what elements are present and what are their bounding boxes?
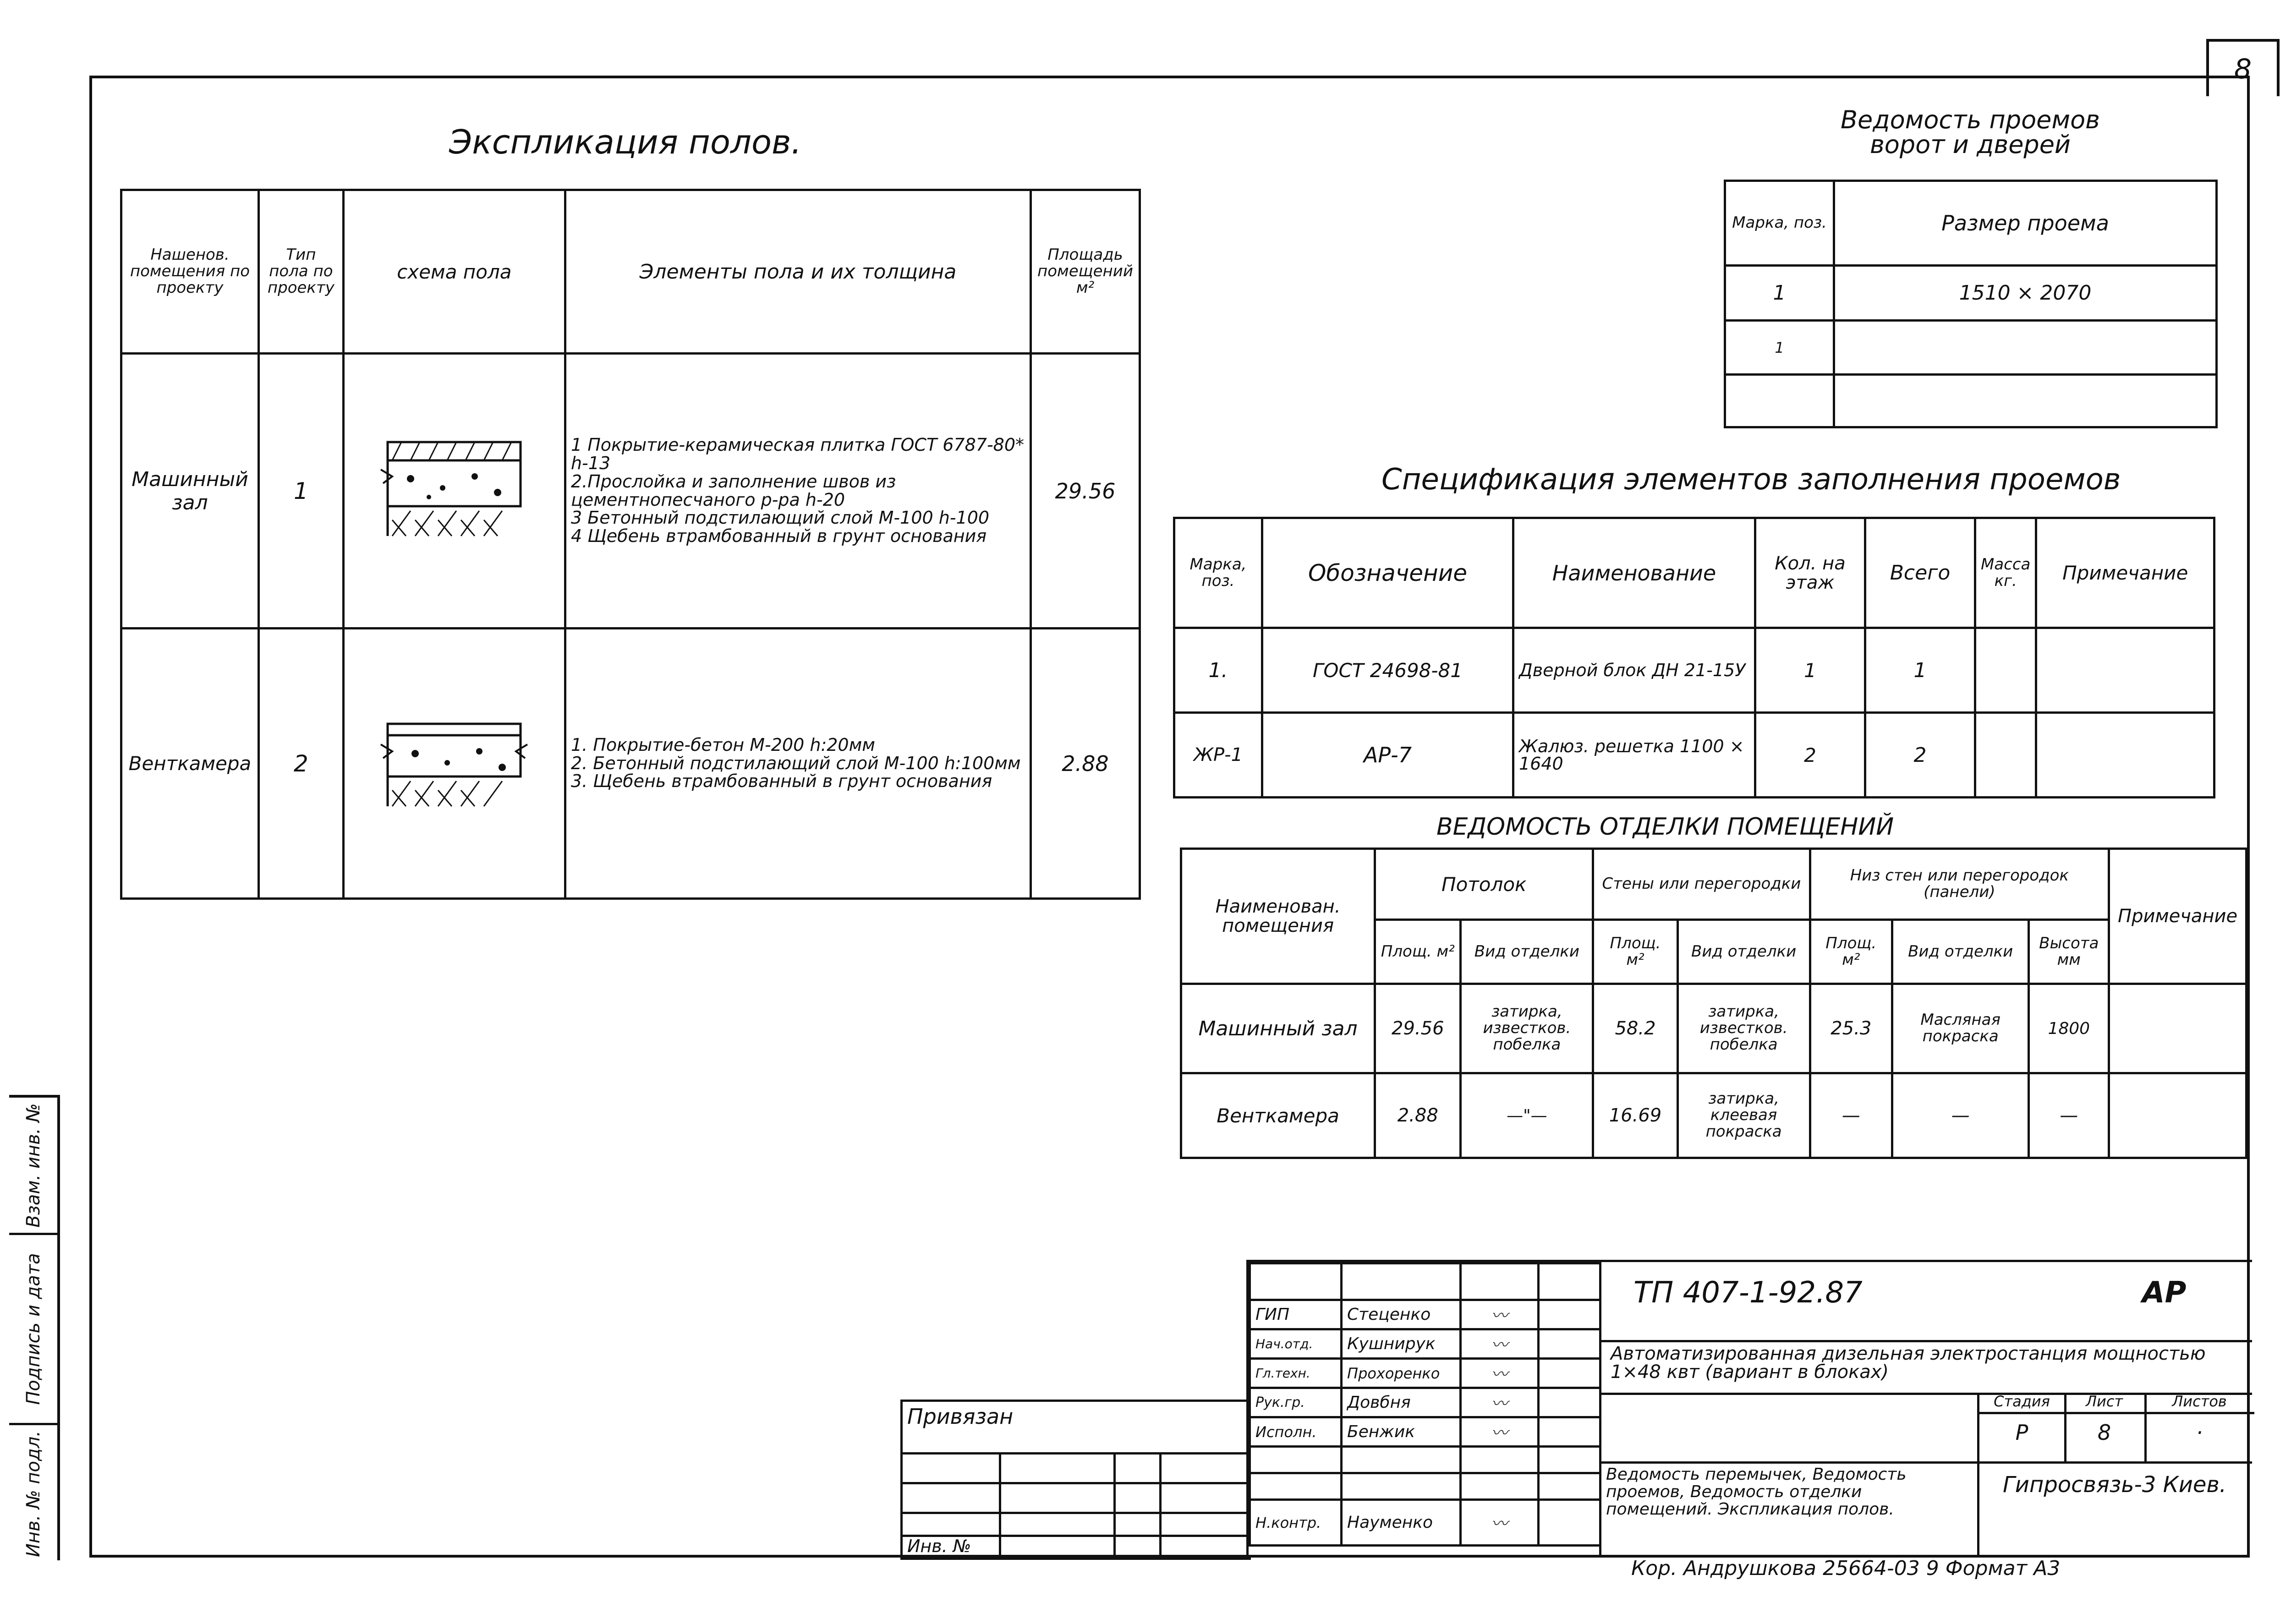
sheets-value: · — [2196, 1420, 2203, 1445]
sidebar-cell — [9, 1098, 57, 1235]
table-row — [1174, 713, 2214, 798]
spec-total: 2 — [1865, 713, 1975, 798]
walls-area: 16.69 — [1593, 1073, 1677, 1158]
lower-height: — — [2029, 1073, 2109, 1158]
table-row — [1250, 1500, 1600, 1546]
table-row — [1250, 1329, 1600, 1359]
lower-kind: — — [1892, 1073, 2029, 1158]
walls-kind: затирка, клеевая покраска — [1677, 1073, 1810, 1158]
table-row — [1725, 375, 2217, 427]
stamp-bound — [900, 1400, 1251, 1560]
stamp-role: ГИП — [1250, 1300, 1342, 1329]
header-total: Всего — [1865, 518, 1975, 628]
header-walls: Стены или перегородки — [1593, 849, 1810, 920]
floor-type: 2 — [258, 629, 343, 899]
spec-qty-floor: 1 — [1755, 628, 1865, 713]
room-name: Венткамера — [121, 629, 259, 899]
header-walls-kind: Вид отделки — [1677, 920, 1810, 984]
header-qty-floor: Кол. на этаж — [1755, 518, 1865, 628]
stamp-role: Н.контр. — [1250, 1500, 1342, 1546]
header-scheme: схема пола — [343, 190, 565, 354]
room-name: Венткамера — [1181, 1073, 1375, 1158]
stamp-main — [1599, 1260, 2252, 1558]
sidebar — [9, 1095, 60, 1560]
opening-size — [1834, 375, 2217, 427]
sheet-number: 8 — [2234, 53, 2252, 85]
table-row — [1181, 984, 2247, 1073]
header-note: Примечание — [2036, 518, 2214, 628]
floor-section-icon — [378, 437, 530, 543]
room-note — [2109, 984, 2247, 1073]
spec-mass — [1975, 628, 2036, 713]
stamp-person: Науменко — [1342, 1500, 1461, 1546]
ceiling-area: 2.88 — [1375, 1073, 1461, 1158]
header-mark: Марка, поз. — [1174, 518, 1262, 628]
header-designation: Обозначение — [1262, 518, 1513, 628]
floor-area: 2.88 — [1031, 629, 1140, 899]
stage-box — [1977, 1393, 2254, 1461]
room-name: Машинный зал — [121, 354, 259, 629]
room-note — [2109, 1073, 2247, 1158]
signature: 〰 — [1461, 1300, 1539, 1329]
stage-label: Стадия — [1994, 1393, 2050, 1410]
table-row — [1725, 266, 2217, 321]
header-ceiling: Потолок — [1375, 849, 1593, 920]
stamp-role: Нач.отд. — [1250, 1329, 1342, 1359]
spec-mark: 1. — [1174, 628, 1262, 713]
inv-label: Инв. № — [907, 1536, 971, 1556]
stage-value: Р — [2015, 1420, 2028, 1445]
format-footer: Кор. Андрушкова 25664-03 9 Формат А3 — [1631, 1557, 2061, 1580]
table-row — [1250, 1473, 1600, 1500]
header-ceiling-area: Площ. м² — [1375, 920, 1461, 984]
signature: 〰 — [1461, 1388, 1539, 1417]
opening-size: 1510 × 2070 — [1834, 266, 2217, 321]
floor-type: 1 — [258, 354, 343, 629]
opening-mark — [1725, 375, 1834, 427]
walls-kind: затирка, известков. побелка — [1677, 984, 1810, 1073]
table-row — [1250, 1300, 1600, 1329]
spec-note — [2036, 628, 2214, 713]
signature: 〰 — [1461, 1359, 1539, 1388]
table-row — [1250, 1417, 1600, 1447]
table-row — [1250, 1388, 1600, 1417]
sheet-value: 8 — [2097, 1420, 2111, 1445]
header-note: Примечание — [2109, 849, 2247, 984]
floor-elements: 1. Покрытие-бетон М-200 h:20мм 2. Бетонный подстилающий слой М-100 h:100мм 3. Щебень втрамбованный в грунт основания — [565, 629, 1030, 899]
floor-area: 29.56 — [1031, 354, 1140, 629]
stamp-person: Бенжик — [1342, 1417, 1461, 1447]
table-row — [1725, 321, 2217, 375]
ceiling-kind: затирка, известков. побелка — [1461, 984, 1593, 1073]
spec-note — [2036, 713, 2214, 798]
spec-name: Жалюз. решетка 1100 × 1640 — [1513, 713, 1755, 798]
signature: 〰 — [1461, 1417, 1539, 1447]
header-lower-area: Площ. м² — [1810, 920, 1892, 984]
stamp-role: Гл.техн. — [1250, 1359, 1342, 1388]
spec-mass — [1975, 713, 2036, 798]
stamp-role: Исполн. — [1250, 1417, 1342, 1447]
table-row — [121, 629, 1140, 899]
sheet-title: Ведомость перемычек, Ведомость проемов, Ведомость отделки помещений. Экспликация полов. — [1606, 1465, 1907, 1519]
opening-mark: 1 — [1725, 321, 1834, 375]
ceiling-area: 29.56 — [1375, 984, 1461, 1073]
finishing-title: ВЕДОМОСТЬ ОТДЕЛКИ ПОМЕЩЕНИЙ — [1436, 813, 1894, 841]
floor-scheme — [343, 354, 565, 629]
header-mass: Масса кг. — [1975, 518, 2036, 628]
spec-title: Спецификация элементов заполнения проемов — [1381, 463, 2121, 497]
stamp-role — [1250, 1447, 1342, 1473]
sidebar-cell — [9, 1425, 57, 1563]
opening-size — [1834, 321, 2217, 375]
header-size: Размер проема — [1834, 181, 2217, 266]
header-room: Нашенов. помещения по проекту — [121, 190, 259, 354]
doc-mark: АР — [2142, 1276, 2187, 1310]
bound-label: Привязан — [907, 1404, 1014, 1429]
table-row — [1250, 1359, 1600, 1388]
floor-scheme — [343, 629, 565, 899]
opening-mark: 1 — [1725, 266, 1834, 321]
header-type: Тип пола по проекту — [258, 190, 343, 354]
finishing-table — [1180, 848, 2247, 1159]
header-lower-kind: Вид отделки — [1892, 920, 2029, 984]
header-area: Площадь помещений м² — [1031, 190, 1140, 354]
stamp-person — [1342, 1447, 1461, 1473]
stamp-person: Стеценко — [1342, 1300, 1461, 1329]
org-name: Гипросвязь-3 Киев. — [2003, 1472, 2226, 1498]
stamp-person: Кушнирук — [1342, 1329, 1461, 1359]
stamp-role: Рук.гр. — [1250, 1388, 1342, 1417]
spec-total: 1 — [1865, 628, 1975, 713]
spec-mark: ЖР-1 — [1174, 713, 1262, 798]
spec-qty-floor: 2 — [1755, 713, 1865, 798]
table-row — [1250, 1447, 1600, 1473]
stamp-people — [1246, 1260, 1601, 1558]
room-name: Машинный зал — [1181, 984, 1375, 1073]
table-row — [1174, 628, 2214, 713]
header-elements: Элементы пола и их толщина — [565, 190, 1030, 354]
doc-code: ТП 407-1-92.87 — [1633, 1276, 1863, 1310]
stamp-signatures-table — [1249, 1262, 1601, 1547]
signature: 〰 — [1461, 1329, 1539, 1359]
sidebar-label: Инв. № подл. — [22, 1431, 44, 1557]
ceiling-kind: —"— — [1461, 1073, 1593, 1158]
header-room: Наименован. помещения — [1181, 849, 1375, 984]
sidebar-cell — [9, 1235, 57, 1425]
lower-area: — — [1810, 1073, 1892, 1158]
lower-height: 1800 — [2029, 984, 2109, 1073]
explication-title: Экспликация полов. — [449, 123, 802, 161]
stamp-person: Прохоренко — [1342, 1359, 1461, 1388]
openings-table — [1724, 180, 2218, 428]
header-walls-area: Площ. м² — [1593, 920, 1677, 984]
header-ceiling-kind: Вид отделки — [1461, 920, 1593, 984]
signature: 〰 — [1461, 1500, 1539, 1546]
stamp-person — [1342, 1473, 1461, 1500]
header-mark: Марка, поз. — [1725, 181, 1834, 266]
table-row — [1181, 1073, 2247, 1158]
openings-title: Ведомость проемов ворот и дверей — [1841, 105, 2100, 159]
spec-designation: АР-7 — [1262, 713, 1513, 798]
spec-designation: ГОСТ 24698-81 — [1262, 628, 1513, 713]
stamp-role — [1250, 1473, 1342, 1500]
sidebar-label: Взам. инв. № — [22, 1103, 44, 1228]
table-row — [121, 354, 1140, 629]
project-title: Автоматизированная дизельная электростанция мощностью 1×48 квт (вариант в блоках) — [1611, 1343, 2206, 1383]
header-lower-height: Высота мм — [2029, 920, 2109, 984]
explication-table — [120, 189, 1141, 900]
spec-table — [1173, 517, 2215, 798]
floor-section-icon — [378, 710, 530, 815]
header-name: Наименование — [1513, 518, 1755, 628]
floor-elements: 1 Покрытие-керамическая плитка ГОСТ 6787-80* h-13 2.Прослойка и заполнение швов из цементнопесчаного р-ра h-20 3 Бетонный подстилающий слой М-100 h-100 4 Щебень втрамбованный в грунт основания — [565, 354, 1030, 629]
sheet-label: Лист — [2085, 1393, 2123, 1410]
lower-kind: Масляная покраска — [1892, 984, 2029, 1073]
walls-area: 58.2 — [1593, 984, 1677, 1073]
sheets-label: Листов — [2172, 1393, 2227, 1410]
spec-name: Дверной блок ДН 21-15У — [1513, 628, 1755, 713]
lower-area: 25.3 — [1810, 984, 1892, 1073]
stamp-person: Довбня — [1342, 1388, 1461, 1417]
sidebar-label: Подпись и дата — [22, 1253, 44, 1405]
header-lower: Низ стен или перегородок (панели) — [1810, 849, 2109, 920]
